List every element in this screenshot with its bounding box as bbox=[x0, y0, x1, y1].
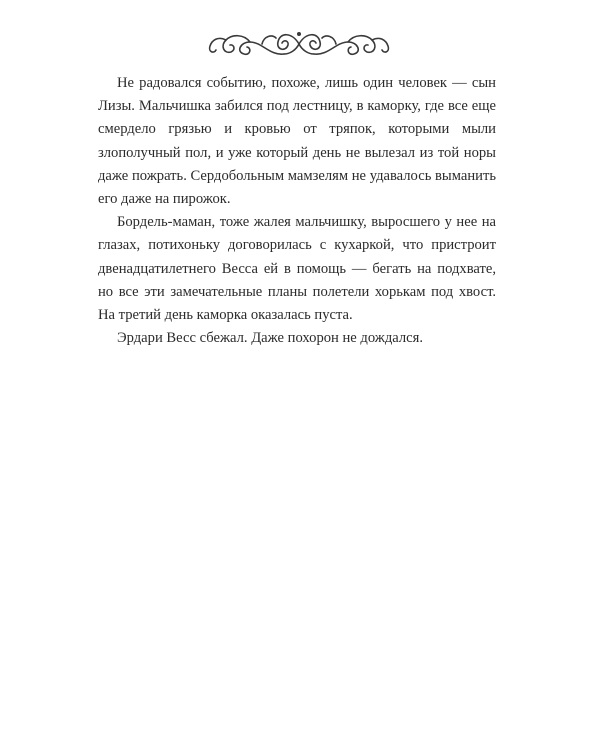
paragraph-2: Бордель-маман, тоже жалея мальчишку, выросшего у нее на глазах, потихоньку договорилась с кухаркой, что пристроит двенадцатилетнего Весса ей в помощь — бегать на подхвате, но все эти замечательные планы полетели хорькам под хвост. На третий день каморка оказалась пуста. bbox=[98, 214, 496, 324]
body-text bbox=[98, 72, 496, 350]
scrollwork-divider-icon bbox=[204, 20, 394, 64]
paragraph-1: Не радовался событию, похоже, лишь один человек — сын Лизы. Мальчишка забился под лестницу, в каморку, где все еще смердело грязью и кровью от тряпок, которыми мыли злополучный пол, и уже который день не вылезал из той норы даже пожрать. Сердобольным мамзелям не удавалось выманить его даже на пирожок. bbox=[98, 75, 496, 208]
paragraph-3: Эрдари Весс сбежал. Даже похорон не дождался. bbox=[117, 330, 424, 347]
